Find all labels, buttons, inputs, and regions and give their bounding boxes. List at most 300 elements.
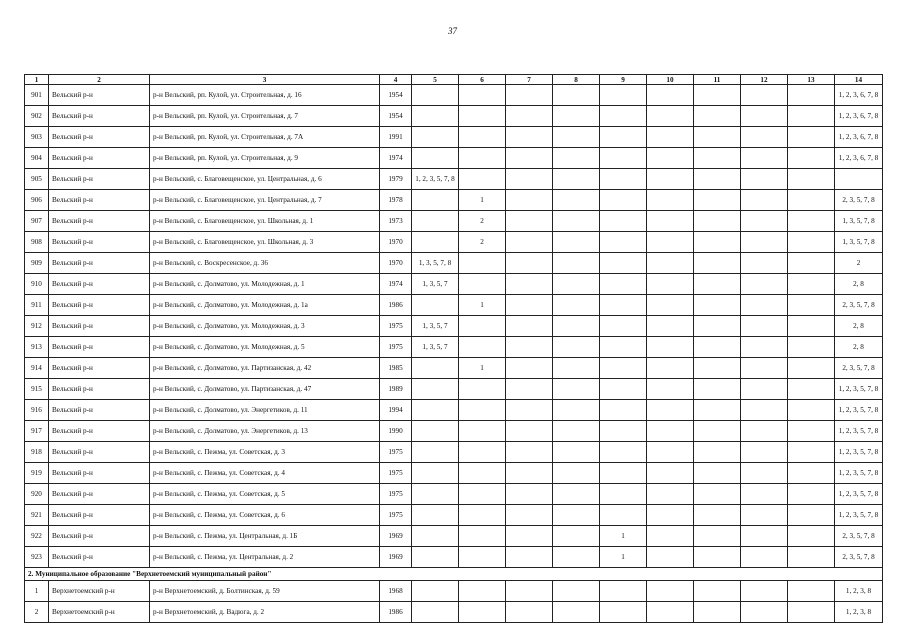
table-cell: 1: [459, 358, 506, 379]
table-cell: [459, 379, 506, 400]
table-row: [25, 232, 883, 253]
table-cell: [412, 148, 459, 169]
table-cell: Вельский р-н: [49, 547, 150, 568]
table-cell: 1986: [380, 295, 412, 316]
table-cell: Вельский р-н: [49, 295, 150, 316]
table-cell: [788, 127, 835, 148]
table-cell: [412, 400, 459, 421]
table-cell: [694, 547, 741, 568]
table-cell: Вельский р-н: [49, 484, 150, 505]
table-cell: [647, 106, 694, 127]
table-cell: 1, 3, 5, 7, 8: [835, 232, 883, 253]
table-cell: [459, 421, 506, 442]
table-cell: 913: [25, 337, 49, 358]
table-cell: [506, 232, 553, 253]
table-cell: 1, 2, 3, 5, 7, 8: [412, 169, 459, 190]
table-cell: [412, 379, 459, 400]
header-cell: 10: [647, 75, 694, 85]
table-cell: 915: [25, 379, 49, 400]
table-cell: [600, 211, 647, 232]
table-cell: [788, 547, 835, 568]
table-cell: [412, 505, 459, 526]
table-cell: [647, 337, 694, 358]
table-cell: [459, 463, 506, 484]
table-cell: р-н Вельский, рп. Кулой, ул. Строительная, д. 9: [150, 148, 380, 169]
table-cell: [647, 463, 694, 484]
table-cell: [741, 232, 788, 253]
table-cell: [741, 547, 788, 568]
table-cell: [741, 316, 788, 337]
table-cell: 1, 3, 5, 7, 8: [412, 253, 459, 274]
table-cell: 914: [25, 358, 49, 379]
table-cell: [647, 581, 694, 602]
table-cell: [553, 190, 600, 211]
table-cell: [506, 295, 553, 316]
table-cell: [459, 602, 506, 623]
table-cell: [506, 316, 553, 337]
table-cell: Вельский р-н: [49, 400, 150, 421]
table-cell: Вельский р-н: [49, 358, 150, 379]
table-cell: 1, 3, 5, 7: [412, 316, 459, 337]
table-cell: [506, 581, 553, 602]
header-cell: 11: [694, 75, 741, 85]
table-cell: 1, 2, 3, 5, 7, 8: [835, 379, 883, 400]
table-cell: [647, 602, 694, 623]
table-row: [25, 127, 883, 148]
table-cell: [553, 169, 600, 190]
table-row: [25, 547, 883, 568]
table-row: [25, 526, 883, 547]
table-cell: 910: [25, 274, 49, 295]
table-cell: [694, 581, 741, 602]
table-cell: [459, 526, 506, 547]
table-cell: [553, 547, 600, 568]
table-cell: [600, 148, 647, 169]
table-cell: Вельский р-н: [49, 421, 150, 442]
table-cell: [788, 148, 835, 169]
table-cell: 1, 2, 3, 5, 7, 8: [835, 400, 883, 421]
table-cell: 1978: [380, 190, 412, 211]
table-cell: р-н Вельский, с. Долматово, ул. Молодежная, д. 3: [150, 316, 380, 337]
table-cell: р-н Вельский, с. Долматово, ул. Энергетиков, д. 13: [150, 421, 380, 442]
table-cell: [412, 526, 459, 547]
table-cell: 2, 3, 5, 7, 8: [835, 358, 883, 379]
table-cell: [553, 484, 600, 505]
table-cell: [741, 169, 788, 190]
table-row: [25, 602, 883, 623]
table-cell: р-н Вельский, с. Долматово, ул. Молодежная, д. 5: [150, 337, 380, 358]
table-cell: [788, 316, 835, 337]
table-cell: р-н Вельский, рп. Кулой, ул. Строительная, д. 7: [150, 106, 380, 127]
table-cell: 1975: [380, 463, 412, 484]
table-cell: [647, 253, 694, 274]
header-cell: 3: [150, 75, 380, 85]
table-cell: 916: [25, 400, 49, 421]
table-cell: 1, 2, 3, 6, 7, 8: [835, 106, 883, 127]
table-cell: [694, 400, 741, 421]
table-cell: [694, 148, 741, 169]
table-cell: [694, 295, 741, 316]
table-cell: [412, 484, 459, 505]
table-row: [25, 211, 883, 232]
table-row: [25, 169, 883, 190]
table-cell: 1991: [380, 127, 412, 148]
table-cell: [506, 253, 553, 274]
table-cell: [553, 442, 600, 463]
header-cell: 2: [49, 75, 150, 85]
table-cell: [694, 526, 741, 547]
table-cell: р-н Вельский, рп. Кулой, ул. Строительная, д. 16: [150, 85, 380, 106]
table-row: [25, 85, 883, 106]
table-cell: [412, 211, 459, 232]
table-row: [25, 190, 883, 211]
table-cell: 1974: [380, 274, 412, 295]
table-cell: Вельский р-н: [49, 253, 150, 274]
table-cell: [600, 400, 647, 421]
table-cell: [600, 505, 647, 526]
table-cell: [553, 400, 600, 421]
table-cell: [741, 211, 788, 232]
table-cell: 1: [600, 526, 647, 547]
table-cell: 906: [25, 190, 49, 211]
table-cell: [506, 463, 553, 484]
table-cell: [741, 106, 788, 127]
table-cell: [741, 127, 788, 148]
table-cell: р-н Вельский, с. Долматово, ул. Энергетиков, д. 11: [150, 400, 380, 421]
table-cell: [694, 442, 741, 463]
table-cell: [647, 442, 694, 463]
table-cell: 1, 3, 5, 7: [412, 274, 459, 295]
section-row: [25, 568, 883, 581]
table-cell: [600, 581, 647, 602]
table-cell: [506, 602, 553, 623]
table-cell: 1969: [380, 526, 412, 547]
table-cell: 1979: [380, 169, 412, 190]
table-cell: [741, 463, 788, 484]
table-cell: [600, 106, 647, 127]
table-cell: [412, 106, 459, 127]
table-cell: 923: [25, 547, 49, 568]
table-cell: [788, 232, 835, 253]
table-cell: 1970: [380, 232, 412, 253]
table-cell: р-н Вельский, с. Пежма, ул. Советская, д. 5: [150, 484, 380, 505]
table-cell: [600, 169, 647, 190]
table-cell: 2: [459, 232, 506, 253]
table-cell: [553, 211, 600, 232]
table-cell: 1975: [380, 442, 412, 463]
table-cell: 1, 2, 3, 5, 7, 8: [835, 442, 883, 463]
table-cell: [459, 581, 506, 602]
table-cell: [741, 602, 788, 623]
table-cell: [647, 505, 694, 526]
table-cell: [506, 442, 553, 463]
table-cell: [506, 547, 553, 568]
table-cell: [459, 253, 506, 274]
table-cell: 1994: [380, 400, 412, 421]
table-cell: р-н Вельский, с. Пежма, ул. Центральная, д. 2: [150, 547, 380, 568]
table-cell: 1, 2, 3, 8: [835, 581, 883, 602]
table-cell: [600, 442, 647, 463]
table-cell: [741, 148, 788, 169]
table-cell: [741, 526, 788, 547]
table-cell: Вельский р-н: [49, 442, 150, 463]
table-cell: [412, 463, 459, 484]
table-cell: [647, 484, 694, 505]
table-cell: [788, 337, 835, 358]
table-cell: 1954: [380, 85, 412, 106]
table-cell: 1975: [380, 316, 412, 337]
table-cell: 1, 2, 3, 8: [835, 602, 883, 623]
table-cell: [694, 190, 741, 211]
table-row: [25, 106, 883, 127]
table-cell: р-н Вельский, с. Долматово, ул. Молодежная, д. 1а: [150, 295, 380, 316]
table-cell: [647, 400, 694, 421]
table-cell: 1: [600, 547, 647, 568]
table-cell: Вельский р-н: [49, 274, 150, 295]
table-cell: [553, 232, 600, 253]
table-cell: 2: [459, 211, 506, 232]
table-cell: [459, 442, 506, 463]
table-cell: [788, 358, 835, 379]
table-cell: [694, 421, 741, 442]
table-cell: [835, 169, 883, 190]
table-cell: [553, 421, 600, 442]
table-cell: [647, 169, 694, 190]
table-cell: [600, 274, 647, 295]
table-cell: 2, 8: [835, 274, 883, 295]
table-cell: [788, 526, 835, 547]
table-row: [25, 581, 883, 602]
table-cell: 1975: [380, 337, 412, 358]
table-cell: [459, 547, 506, 568]
table-cell: [506, 169, 553, 190]
table-cell: 1: [459, 295, 506, 316]
table-cell: [788, 169, 835, 190]
table-cell: [506, 526, 553, 547]
table-cell: [741, 190, 788, 211]
table-cell: 901: [25, 85, 49, 106]
header-cell: 5: [412, 75, 459, 85]
table-cell: [647, 85, 694, 106]
table-cell: [694, 253, 741, 274]
table-cell: [506, 484, 553, 505]
table-cell: 918: [25, 442, 49, 463]
table-row: [25, 316, 883, 337]
table-cell: 902: [25, 106, 49, 127]
table-cell: [553, 379, 600, 400]
table-cell: 907: [25, 211, 49, 232]
table-cell: 1954: [380, 106, 412, 127]
table-cell: [741, 274, 788, 295]
table-row: [25, 379, 883, 400]
table-cell: Верхнетоемский р-н: [49, 602, 150, 623]
table-cell: 1975: [380, 505, 412, 526]
table-cell: [647, 547, 694, 568]
table-cell: 1986: [380, 602, 412, 623]
table-cell: Вельский р-н: [49, 232, 150, 253]
table-row: [25, 295, 883, 316]
table-cell: [694, 358, 741, 379]
table-cell: [459, 85, 506, 106]
table-cell: 2, 3, 5, 7, 8: [835, 526, 883, 547]
table-cell: [694, 337, 741, 358]
table-cell: [506, 505, 553, 526]
table-cell: [459, 484, 506, 505]
table-row: [25, 484, 883, 505]
table-cell: [459, 127, 506, 148]
table-cell: [506, 274, 553, 295]
page-number: 37: [448, 26, 457, 36]
table-cell: Вельский р-н: [49, 505, 150, 526]
table-cell: [788, 581, 835, 602]
table-cell: [553, 602, 600, 623]
table-row: [25, 148, 883, 169]
table-cell: Вельский р-н: [49, 526, 150, 547]
table-cell: [694, 232, 741, 253]
table-cell: [459, 106, 506, 127]
table-cell: 920: [25, 484, 49, 505]
table-cell: [694, 463, 741, 484]
table-cell: [553, 463, 600, 484]
table-cell: [600, 379, 647, 400]
table-cell: [788, 190, 835, 211]
table-cell: [459, 274, 506, 295]
header-cell: 8: [553, 75, 600, 85]
table-cell: [412, 442, 459, 463]
table-cell: Вельский р-н: [49, 337, 150, 358]
table-cell: [412, 295, 459, 316]
table-cell: р-н Вельский, с. Пежма, ул. Советская, д. 3: [150, 442, 380, 463]
table-row: [25, 253, 883, 274]
table-cell: 1, 2, 3, 5, 7, 8: [835, 484, 883, 505]
table-cell: [459, 316, 506, 337]
table-cell: р-н Вельский, с. Благовещенское, ул. Центральная, д. 7: [150, 190, 380, 211]
table-cell: [412, 85, 459, 106]
table-cell: 904: [25, 148, 49, 169]
table-cell: [741, 484, 788, 505]
table-cell: 1989: [380, 379, 412, 400]
table-cell: [459, 400, 506, 421]
table-cell: [553, 253, 600, 274]
table-cell: 2, 3, 5, 7, 8: [835, 190, 883, 211]
table-cell: 1975: [380, 484, 412, 505]
table-cell: [600, 190, 647, 211]
table-cell: [741, 442, 788, 463]
table-row: [25, 463, 883, 484]
table-cell: [694, 505, 741, 526]
table-cell: р-н Вельский, с. Долматово, ул. Молодежная, д. 1: [150, 274, 380, 295]
table-cell: р-н Вельский, с. Благовещенское, ул. Центральная, д. 6: [150, 169, 380, 190]
table-cell: [694, 602, 741, 623]
table-cell: [788, 421, 835, 442]
table-cell: [553, 581, 600, 602]
table-cell: 1: [25, 581, 49, 602]
table-cell: [647, 379, 694, 400]
header-cell: 14: [835, 75, 883, 85]
table-cell: [694, 484, 741, 505]
table-cell: [600, 358, 647, 379]
table-cell: 1990: [380, 421, 412, 442]
table-cell: [741, 581, 788, 602]
table-cell: [788, 442, 835, 463]
table-cell: 2, 3, 5, 7, 8: [835, 547, 883, 568]
table-cell: [600, 463, 647, 484]
table-cell: [647, 295, 694, 316]
table-cell: [741, 295, 788, 316]
table-cell: [694, 379, 741, 400]
table-cell: 1, 2, 3, 6, 7, 8: [835, 127, 883, 148]
table-cell: [694, 169, 741, 190]
table-cell: 2, 3, 5, 7, 8: [835, 295, 883, 316]
table-cell: [788, 295, 835, 316]
table-cell: [553, 148, 600, 169]
table-cell: [600, 421, 647, 442]
header-cell: 1: [25, 75, 49, 85]
table-cell: 1, 2, 3, 6, 7, 8: [835, 148, 883, 169]
table-cell: [741, 337, 788, 358]
table-row: [25, 421, 883, 442]
table-cell: 1, 2, 3, 6, 7, 8: [835, 85, 883, 106]
table-cell: [506, 358, 553, 379]
table-cell: Вельский р-н: [49, 211, 150, 232]
table-cell: [694, 211, 741, 232]
table-cell: Вельский р-н: [49, 463, 150, 484]
table-row: [25, 358, 883, 379]
table-cell: [647, 316, 694, 337]
table-cell: [459, 169, 506, 190]
table-cell: [647, 127, 694, 148]
table-cell: [506, 148, 553, 169]
table-cell: р-н Вельский, с. Пежма, ул. Центральная, д. 1Б: [150, 526, 380, 547]
table-cell: р-н Вельский, с. Долматово, ул. Партизанская, д. 42: [150, 358, 380, 379]
table-cell: [741, 400, 788, 421]
table-cell: [647, 526, 694, 547]
table-cell: р-н Верхнетоемский, д. Вадюга, д. 2: [150, 602, 380, 623]
table-cell: Вельский р-н: [49, 148, 150, 169]
table-cell: Вельский р-н: [49, 85, 150, 106]
table-cell: [553, 358, 600, 379]
table-cell: 905: [25, 169, 49, 190]
table-cell: [506, 211, 553, 232]
table-cell: [788, 602, 835, 623]
table-cell: [647, 211, 694, 232]
table-cell: [412, 190, 459, 211]
table-cell: [694, 316, 741, 337]
table-cell: 903: [25, 127, 49, 148]
table-cell: 921: [25, 505, 49, 526]
table-cell: [741, 421, 788, 442]
section-title: 2. Муниципальное образование "Верхнетоемский муниципальный район": [25, 568, 883, 581]
table-cell: 1974: [380, 148, 412, 169]
table-row: [25, 400, 883, 421]
table-cell: Вельский р-н: [49, 379, 150, 400]
table-cell: 911: [25, 295, 49, 316]
table-cell: 1973: [380, 211, 412, 232]
table-cell: 909: [25, 253, 49, 274]
table-cell: [741, 85, 788, 106]
table-cell: [694, 127, 741, 148]
table-cell: 908: [25, 232, 49, 253]
table-cell: [788, 379, 835, 400]
table-body: [25, 75, 883, 623]
table-cell: 1970: [380, 253, 412, 274]
table-cell: [553, 295, 600, 316]
table-cell: [553, 85, 600, 106]
table-cell: [412, 581, 459, 602]
table-cell: [553, 526, 600, 547]
table-cell: [694, 106, 741, 127]
table-cell: [600, 316, 647, 337]
